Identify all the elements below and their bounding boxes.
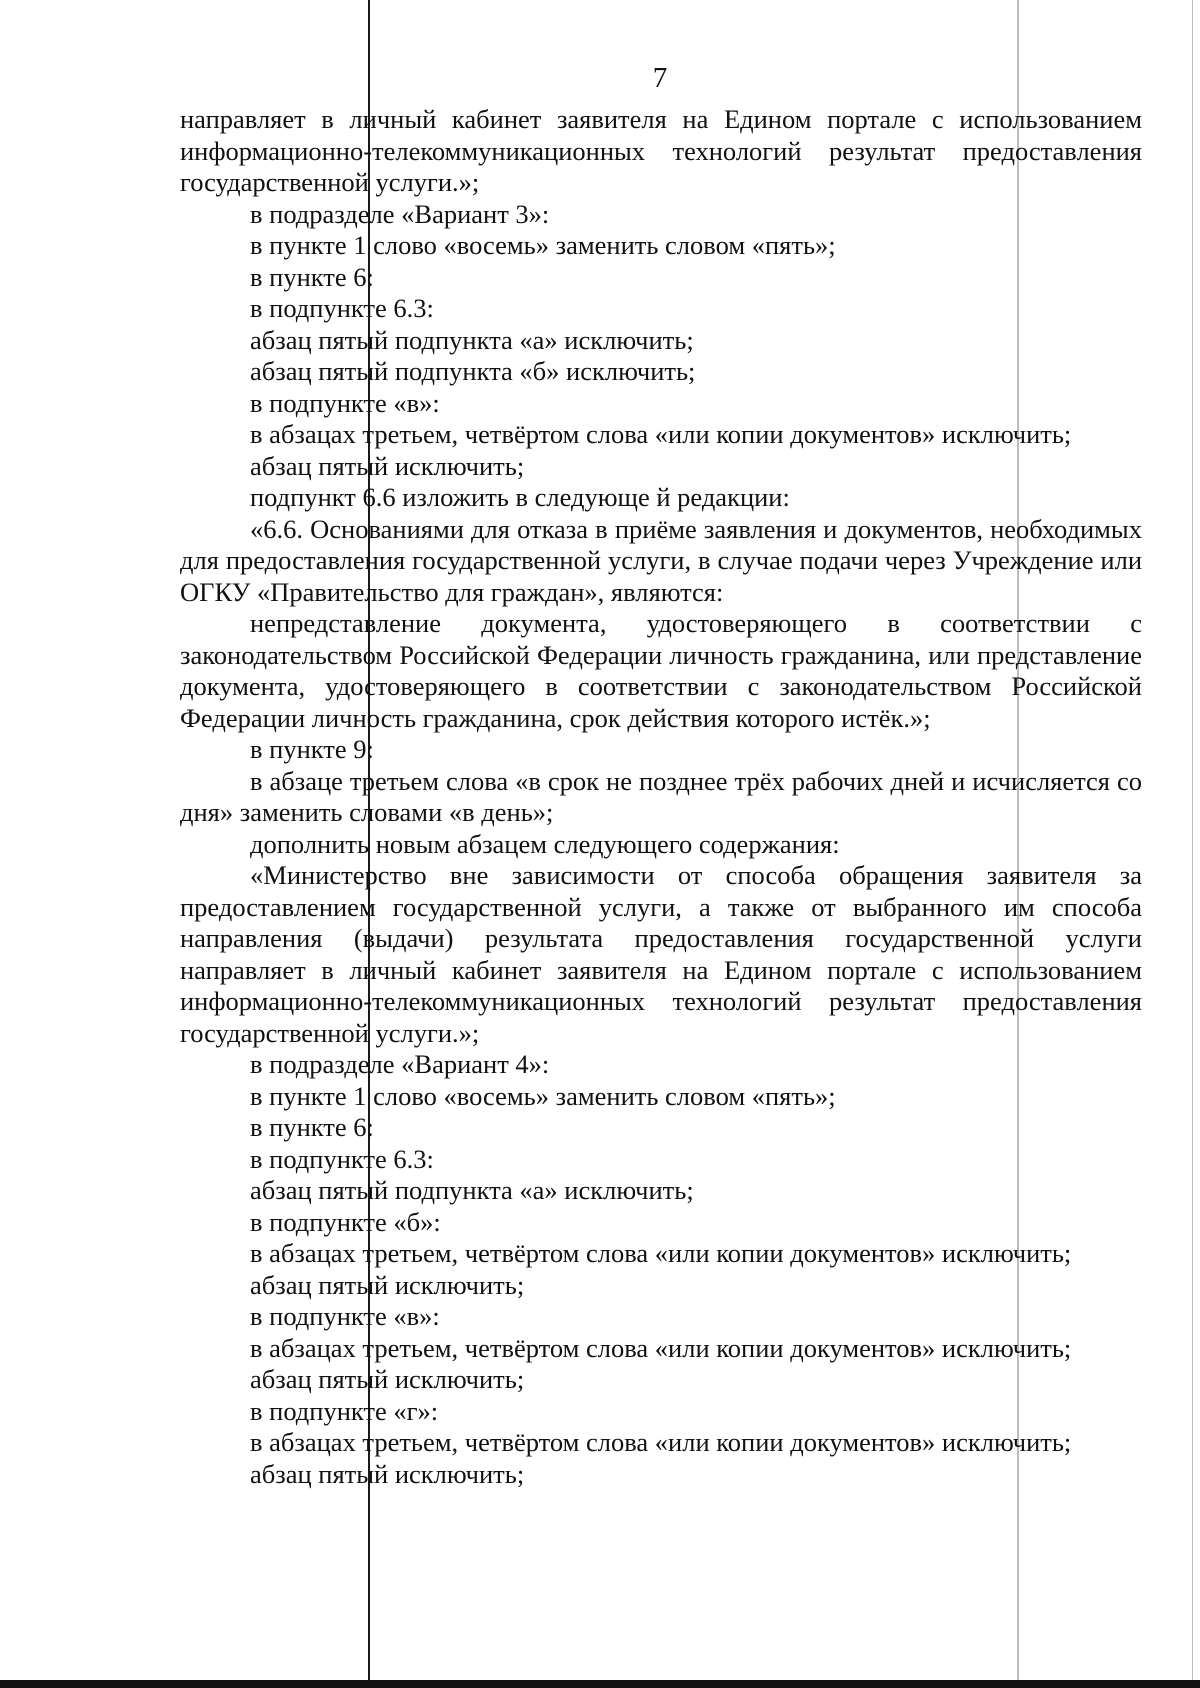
document-paragraph: в подразделе «Вариант 3»: <box>250 198 550 229</box>
document-paragraph: непредставление документа, удостоверяющего в соответствии с законодательством Российской Федерации личность гражданина, или представление документа, удостоверяющего в соответствии с законодательством Российской Федерации личность гражданина, срок действия которого истёк.»; <box>180 608 1142 733</box>
document-paragraph: абзац пятый исключить; <box>250 1364 525 1394</box>
document-paragraph: в пункте 1 слово «восемь» заменить словом «пять»; <box>250 1080 836 1111</box>
document-paragraph: в пункте 1 слово «восемь» заменить словом «пять»; <box>250 230 836 260</box>
page-number: 7 <box>652 62 668 94</box>
document-paragraph: в абзацах третьем, четвёртом слова «или копии документов» исключить; <box>250 1332 1072 1363</box>
document-paragraph: абзац пятый подпункта «б» исключить; <box>250 356 696 386</box>
scan-edge-line <box>1192 0 1193 1688</box>
document-paragraph: абзац пятый исключить; <box>250 1458 525 1489</box>
document-paragraph: в пункте 6: <box>250 261 374 292</box>
document-paragraph: в абзаце третьем слова «в срок не позднее трёх рабочих дней и исчисляется со дня» заменить словами «в день»; <box>180 765 1142 827</box>
document-paragraph: в пункте 6: <box>250 1112 374 1142</box>
document-paragraph: в пункте 9: <box>250 734 374 764</box>
document-paragraph: в подпункте «в»: <box>250 387 440 418</box>
document-paragraph: абзац пятый подпункта «а» исключить; <box>250 324 694 355</box>
document-paragraph: в подпункте 6.3: <box>250 1143 434 1174</box>
document-paragraph: абзац пятый исключить; <box>250 450 525 481</box>
document-paragraph: в абзацах третьем, четвёртом слова «или копии документов» исключить; <box>250 1238 1072 1268</box>
scan-bottom-edge <box>0 1680 1200 1688</box>
document-paragraph: «6.6. Основаниями для отказа в приёме заявления и документов, необходимых для предоставления государственной услуги, в случае подачи через Учреждение или ОГКУ «Правительство для граждан», являются: <box>180 513 1142 607</box>
document-paragraph: в подразделе «Вариант 4»: <box>250 1049 550 1079</box>
document-paragraph: в подпункте 6.3: <box>250 293 434 323</box>
document-paragraph: абзац пятый подпункта «а» исключить; <box>250 1175 694 1205</box>
document-paragraph: в абзацах третьем, четвёртом слова «или копии документов» исключить; <box>250 1427 1072 1457</box>
document-paragraph: в подпункте «г»: <box>250 1395 439 1426</box>
document-paragraph: в подпункте «б»: <box>250 1206 441 1237</box>
document-paragraph: абзац пятый исключить; <box>250 1269 525 1300</box>
document-paragraph: в подпункте «в»: <box>250 1301 440 1331</box>
document-paragraph: подпункт 6.6 изложить в следующе й редакции: <box>250 482 790 512</box>
document-paragraph: дополнить новым абзацем следующего содержания: <box>250 828 840 859</box>
document-paragraph: в абзацах третьем, четвёртом слова «или копии документов» исключить; <box>250 419 1072 449</box>
document-paragraph: «Министерство вне зависимости от способа обращения заявителя за предоставлением государственной услуги, а также от выбранного им способа направления (выдачи) результата предоставления государственной услуги направляет в личный кабинет заявителя на Едином портале с использованием информационно-телекоммуникационных технологий результат предоставления государственной услуги.»; <box>180 860 1142 1048</box>
document-body <box>180 104 1142 1490</box>
document-paragraph: направляет в личный кабинет заявителя на Едином портале с использованием информационно-телекоммуникационных технологий результат предоставления государственной услуги.»; <box>180 104 1142 197</box>
